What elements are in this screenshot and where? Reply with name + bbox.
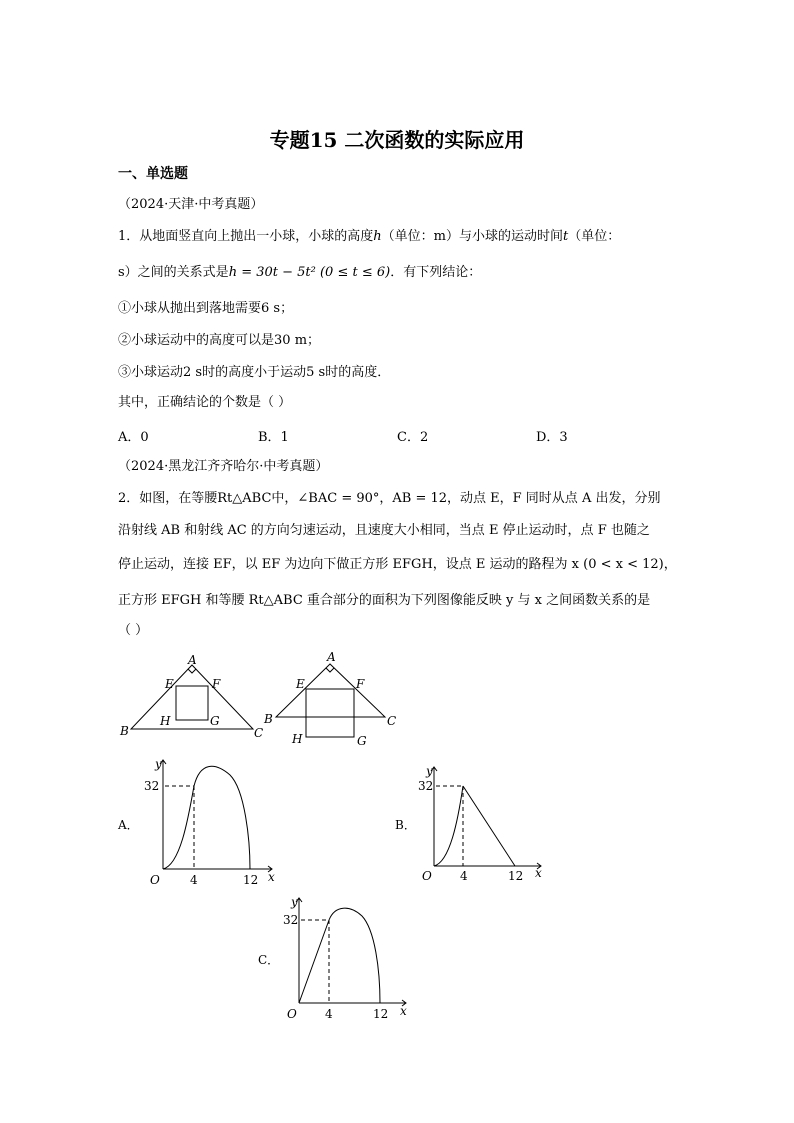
q2-line3: 停止运动，连接 EF，以 EF 为边向下做正方形 EFGH，设点 E 运动的路程为 x (0 < x < 12)，	[118, 557, 677, 572]
q2-line4: 正方形 EFGH 和等腰 Rt△ABC 重合部分的面积为下列图像能反映 y 与 x 之间函数关系的是	[118, 593, 651, 608]
graph-b-option-label[interactable]: B．	[395, 818, 416, 832]
fig1-label-e: E	[165, 677, 174, 691]
q2-source: （2024·黑龙江齐齐哈尔·中考真题）	[118, 459, 329, 474]
q1-option-c[interactable]: C．2	[397, 430, 429, 445]
fig1-label-h: H	[160, 714, 171, 728]
graph-c-option-label[interactable]: C．	[258, 953, 280, 967]
fig2-label-c: C	[387, 714, 397, 728]
q1-option-b[interactable]: B．1	[258, 430, 289, 445]
q1-conclusion-2: ②小球运动中的高度可以是30 m；	[118, 333, 321, 348]
graph-c-x-label: x	[400, 1004, 407, 1018]
fig1-label-b: B	[120, 724, 129, 738]
graph-a-x-label: x	[268, 870, 275, 884]
graph-c-x4: 4	[325, 1007, 333, 1021]
q2-line1: 2．如图，在等腰Rt△ABC中，∠BAC = 90°，AB = 12，动点 E，F 同时从点 A 出发，分别	[118, 491, 661, 506]
graph-a-y32: 32	[144, 779, 160, 793]
fig1-label-a: A	[188, 653, 197, 667]
q1-conclusion-1: ①小球从抛出到落地需要6 s；	[118, 301, 294, 316]
graph-b-origin: O	[422, 869, 432, 883]
fig1-label-f: F	[212, 677, 221, 691]
fig2-label-f: F	[356, 677, 365, 691]
q1-question: 其中，正确结论的个数是（ ）	[118, 395, 292, 410]
q1-source: （2024·天津·中考真题）	[118, 197, 264, 212]
fig2-label-a: A	[327, 650, 336, 664]
q1-formula: h = 30t − 5t² (0 ≤ t ≤ 6)	[228, 265, 391, 280]
graph-b	[431, 767, 541, 869]
fig2-label-g: G	[357, 734, 367, 748]
fig2-label-b: B	[264, 712, 273, 726]
graph-a-x4: 4	[190, 873, 198, 887]
section-heading: 一、单选题	[118, 166, 188, 182]
q1-line1: 1．从地面竖直向上抛出一小球，小球的高度h（单位：m）与小球的运动时间t（单位：	[118, 229, 621, 244]
graph-b-x12: 12	[508, 869, 524, 883]
fig2-label-e: E	[296, 677, 305, 691]
graph-a-x12: 12	[243, 873, 259, 887]
q1-line2: s）之间的关系式是h = 30t − 5t² (0 ≤ t ≤ 6)．有下列结论：	[118, 265, 482, 280]
graph-b-y32: 32	[418, 779, 434, 793]
graph-a-option-label[interactable]: A．	[118, 818, 139, 832]
graph-b-x4: 4	[460, 869, 468, 883]
q2-line5: （ ）	[118, 623, 149, 638]
q2-line2: 沿射线 AB 和射线 AC 的方向匀速运动，且速度大小相同，当点 E 停止运动时，点 F 也随之	[118, 523, 650, 538]
graph-b-x-label: x	[535, 866, 542, 880]
graph-c	[296, 898, 406, 1006]
q1-option-d[interactable]: D．3	[536, 430, 568, 445]
graph-c-origin: O	[287, 1007, 297, 1021]
graph-c-y32: 32	[283, 913, 299, 927]
graph-a-y-label: y	[155, 757, 162, 771]
q1-conclusion-3: ③小球运动2 s时的高度小于运动5 s时的高度．	[118, 365, 391, 380]
triangle-figure-2	[276, 664, 385, 737]
graph-a	[160, 760, 272, 872]
triangle-figure-1	[131, 665, 253, 729]
graph-c-x12: 12	[373, 1007, 389, 1021]
q1-option-a[interactable]: A．0	[118, 430, 149, 445]
fig1-label-g: G	[210, 714, 220, 728]
graph-a-origin: O	[150, 873, 160, 887]
page-title: 专题15 二次函数的实际应用	[269, 128, 525, 152]
fig1-label-c: C	[254, 726, 264, 740]
graph-c-y-label: y	[291, 895, 298, 909]
fig2-label-h: H	[292, 732, 303, 746]
graph-b-y-label: y	[426, 764, 433, 778]
